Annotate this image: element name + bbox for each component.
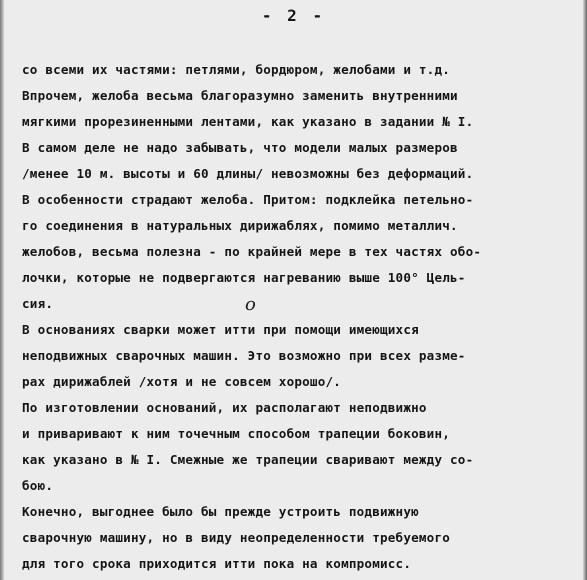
text-line-4: В самом деле не надо забывать, что модели малых размеров [22,140,458,155]
text-line-10: сия. [22,296,54,311]
text-line-18: Конечно, выгоднее было бы прежде устроить подвижную [22,504,419,519]
handwritten-correction-mark: о [245,294,256,315]
text-line-20: для того срока приходится итти пока на компромисс. [22,556,412,571]
text-line-9: лочки, которые не подвергаются нагреванию выше 100° Цель- [22,270,466,285]
page-number: - 2 - [261,6,326,25]
text-line-6: В особенности страдают желоба. Притом: подклейка петельно- [22,192,474,207]
text-line-2: Впрочем, желоба весьма благоразумно заменить внутренними [22,88,458,103]
text-line-15: и приваривают к ним точечным способом трапеции боковин, [22,426,451,441]
text-line-11: В основаниях сварки может итти при помощи имеющихся [22,322,419,337]
text-line-7: го соединения в натуральных дирижаблях, помимо металлич. [22,218,458,233]
text-line-19: сварочную машину, но в виду неопределенности требуемого [22,530,451,545]
scan-left-edge [0,0,4,580]
text-line-16: как указано в № I. Смежные же трапеции сваривают между со- [22,452,474,467]
text-line-8: желобов, весьма полезна - по крайней мере в тех частях обо- [22,244,482,259]
text-line-12: неподвижных сварочных машин. Это возможно при всех разме- [22,348,466,363]
text-line-17: бою. [22,478,54,493]
text-line-5: /менее 10 м. высоты и 60 длины/ невозможны без деформаций. [22,166,474,181]
text-line-3: мягкими прорезиненными лентами, как указано в задании № I. [22,114,474,129]
text-line-14: По изготовлении оснований, их располагают неподвижно [22,400,427,415]
scan-right-edge [583,0,587,580]
text-line-1: со всеми их частями: петлями, бордюром, желобами и т.д. [22,62,451,77]
text-line-13: рах дирижаблей /хотя и не совсем хорошо/. [22,374,342,389]
